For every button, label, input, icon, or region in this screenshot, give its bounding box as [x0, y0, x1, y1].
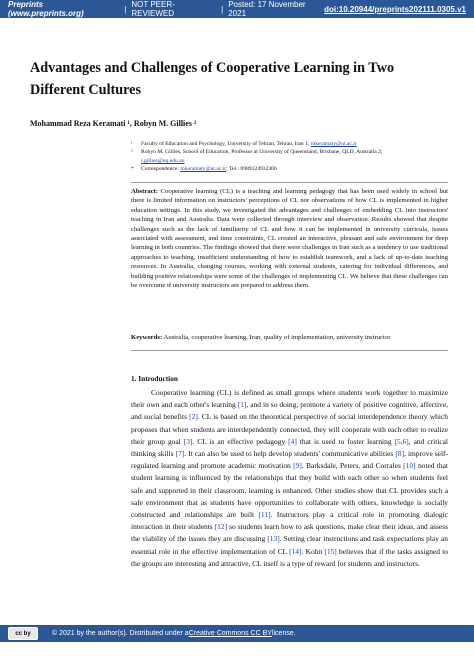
body-text: , and critical thinking skills [131, 436, 448, 459]
citation-link[interactable]: [11] [258, 510, 271, 520]
affiliation-number: ¹ [131, 141, 133, 147]
copyright-text: © 2021 by the author(s). Distributed under a [52, 630, 189, 637]
correspondence-marker: * [131, 166, 134, 173]
keywords [131, 333, 448, 342]
abstract-text: Cooperative learning (CL) is a teaching and learning pedagogy that has been used widely in school but there is limited information on instructors' perceptions of CL nor observations of how CL is implemented in higher education settings. In this study, we investigated the advantages and challenges of embedding CL into instructors' teaching in Iran and Australia. Data were collected through interview and observation. Results showed that despite challenges such as the lack of familiarity of CL and how it can be implemented in university curricula, issues associated with assessment, and time constraints, CL created an interactive, pleasant and safe environment for deep learning in both countries. The findings showed that there were challenges in Iran such as a tendency to use traditional approaches to teaching, insufficient understanding of how to establish teamwork, and a lack of up-to-date teaching resources. In Australia, changing courses, working with external students, catering for individual differences, and building positive relationships were some of the challenges of implementing CL. We believe that these challenges can be overcome if university instructors are prepared to address them. [131, 188, 448, 290]
introduction-paragraph [131, 387, 448, 570]
header-separator: | [221, 4, 224, 14]
body-text: . It can also be used to help develop students' communicative abilities [184, 449, 396, 459]
abstract [131, 187, 448, 290]
citation-link[interactable]: [4] [288, 436, 297, 446]
preprints-brand-link[interactable]: Preprints (www.preprints.org) [8, 0, 84, 18]
body-text: that is used to foster learning [296, 436, 395, 446]
body-text: . CL is an effective pedagogy [192, 436, 289, 446]
header-separator: | [124, 4, 127, 14]
citation-link[interactable]: [13] [267, 534, 280, 544]
paper-title: Advantages and Challenges of Cooperative Learning in Two Different Cultures [30, 60, 395, 98]
citation-link[interactable]: [9] [293, 461, 302, 471]
page-bottom-margin [0, 642, 474, 670]
email-link[interactable]: r.gillies@uq.edu.au [141, 157, 185, 164]
affiliation-2 [131, 148, 451, 165]
doi-link[interactable]: doi:10.20944/preprints202111.0305.v1 [324, 4, 466, 14]
abstract-label: Abstract: [131, 188, 159, 195]
license-link[interactable]: Creative Commons CC BY [188, 630, 272, 637]
body-text: Cooperative learning (CL) is defined as small groups where students work together to maximize their own and each other's learning [131, 388, 448, 410]
section-heading: 1. Introduction [131, 374, 178, 383]
correspondence [131, 165, 451, 173]
body-text: so students learn how to ask questions, make clear their ideas, and assess the viability of the issues they are discussing [131, 522, 448, 544]
citation-link[interactable]: [1] [237, 400, 247, 410]
email-link[interactable]: mkeramaty@ut.ac.ir [310, 141, 357, 147]
keywords-label: Keywords: [131, 334, 163, 341]
body-text: . Instructors play a critical role in promoting dialogic interaction in their students [131, 510, 449, 532]
citation-link[interactable]: [15] [324, 546, 337, 556]
email-link[interactable]: mkeramaty@ut.ac.ir [180, 166, 227, 173]
body-text: believes that if the tasks assigned to the groups are interesting and attractive, CL itself is a type of reward for students and instructors. [131, 546, 448, 568]
preprint-header-bar [0, 0, 474, 18]
body-text: , and in so doing, promote a variety of positive cognitive, affective, and social benefits [131, 400, 448, 422]
posted-date: Posted: 17 November 2021 [228, 0, 306, 18]
author-list: Mohammad Reza Keramati ¹, Robyn M. Gillies ² [30, 119, 197, 128]
citation-link[interactable]: [3] [183, 436, 193, 446]
correspondence-label: Correspondence: [141, 166, 181, 173]
citation-link[interactable]: [7] [175, 449, 185, 459]
review-status: NOT PEER-REVIEWED [131, 0, 175, 18]
citation-link[interactable]: [14] [289, 546, 302, 556]
affiliation-1 [131, 140, 451, 148]
citation-link[interactable]: [8] [395, 449, 405, 459]
affiliation-text: Faculty of Education and Psychology, University of Tehran, Tehran, Iran 1; [141, 141, 311, 147]
body-text: . Kohn [301, 546, 325, 556]
citation-link[interactable]: [5,6] [394, 436, 409, 446]
citation-link[interactable]: [2] [189, 412, 198, 422]
divider [131, 350, 448, 351]
body-text: . Barksdale, Peters, and Corrales [301, 461, 404, 471]
body-text: . CL is based on the theoretical perspective of social interdependence theory which proposes that when students are interdependently connected, they will cooperate with each other to realize their group goal [131, 412, 448, 446]
citation-link[interactable]: [12] [214, 522, 228, 532]
divider [131, 182, 448, 183]
keywords-text: Australia, cooperative learning, Iran, quality of implementation, university instructor [162, 334, 391, 341]
body-text: noted that student learning is influenced by the relationships that they build with each other so when students feel safe and supported in their classroom, learning is enhanced. Other studies show that CL provides such a safe environment that as students have opportunities to collaborate with others, knowledge is socially constructed and relationships are built [131, 461, 448, 520]
correspondence-phone: ; Tel.: 0989124932306 [226, 166, 277, 173]
affiliation-text: Robyn M. Gillies, School of Education, Professor at University of Queensland, Brisbane, QLD, Australia 2; [141, 149, 383, 156]
body-text: . Setting clear instructions and task expectations play an essential role in the effective implementation of CL [131, 534, 448, 556]
cc-by-badge-icon[interactable]: cc by [8, 627, 38, 640]
license-footer [0, 625, 474, 642]
body-text: , improve self-regulated learning and promote academic motivation [131, 449, 449, 471]
affiliation-number: ² [131, 149, 133, 156]
affiliations [131, 140, 451, 174]
license-suffix: license. [271, 630, 296, 637]
citation-link[interactable]: [10] [403, 461, 416, 471]
